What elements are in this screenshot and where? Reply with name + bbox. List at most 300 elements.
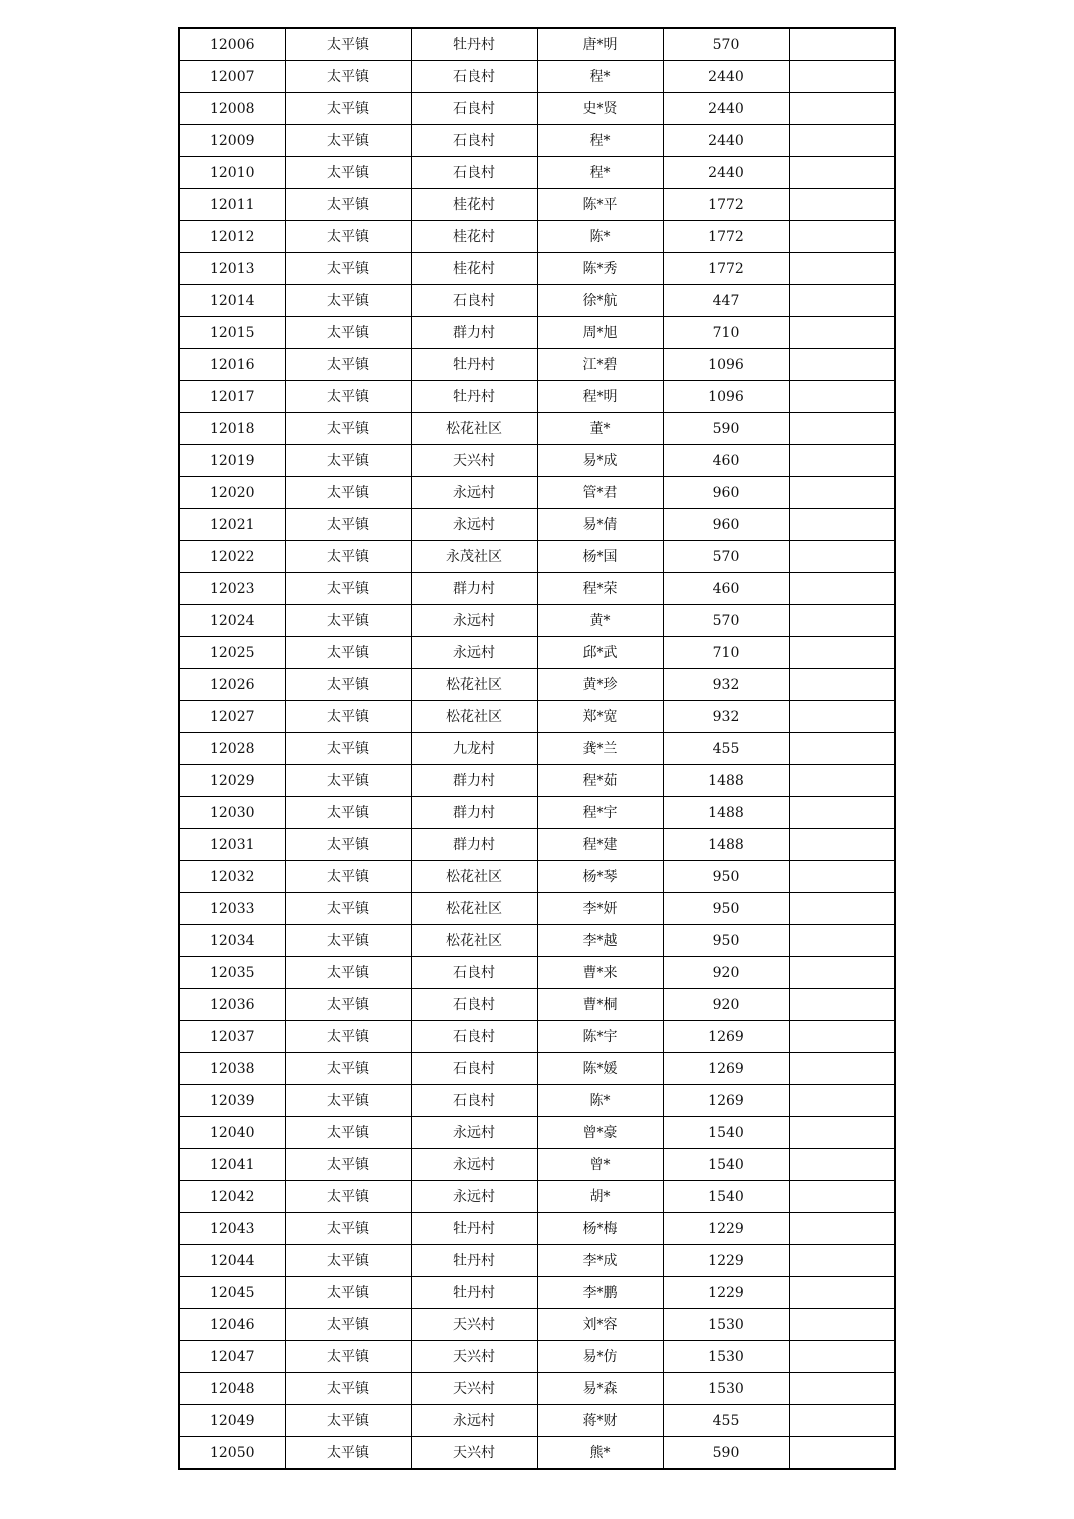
cell-town: 太平镇 xyxy=(285,317,411,349)
table-row xyxy=(179,1181,895,1213)
cell-town: 太平镇 xyxy=(285,733,411,765)
cell-amount: 570 xyxy=(663,605,789,637)
cell-village: 石良村 xyxy=(411,1085,537,1117)
cell-town: 太平镇 xyxy=(285,253,411,285)
cell-note xyxy=(789,1213,895,1245)
cell-id: 12021 xyxy=(179,509,285,541)
cell-town: 太平镇 xyxy=(285,765,411,797)
cell-id: 12034 xyxy=(179,925,285,957)
cell-name: 蒋*财 xyxy=(537,1405,663,1437)
table-row xyxy=(179,445,895,477)
table-row xyxy=(179,1341,895,1373)
cell-amount: 1772 xyxy=(663,189,789,221)
cell-name: 程*宇 xyxy=(537,797,663,829)
table-row xyxy=(179,28,895,61)
cell-note xyxy=(789,1149,895,1181)
table-row xyxy=(179,1021,895,1053)
cell-note xyxy=(789,1245,895,1277)
cell-name: 陈*秀 xyxy=(537,253,663,285)
cell-amount: 932 xyxy=(663,701,789,733)
cell-town: 太平镇 xyxy=(285,1085,411,1117)
cell-name: 杨*国 xyxy=(537,541,663,573)
cell-town: 太平镇 xyxy=(285,925,411,957)
cell-town: 太平镇 xyxy=(285,605,411,637)
cell-amount: 950 xyxy=(663,925,789,957)
cell-amount: 2440 xyxy=(663,93,789,125)
cell-town: 太平镇 xyxy=(285,701,411,733)
cell-name: 易*森 xyxy=(537,1373,663,1405)
table-row xyxy=(179,829,895,861)
cell-town: 太平镇 xyxy=(285,1149,411,1181)
cell-amount: 920 xyxy=(663,989,789,1021)
cell-id: 12014 xyxy=(179,285,285,317)
cell-id: 12050 xyxy=(179,1437,285,1470)
cell-amount: 710 xyxy=(663,317,789,349)
cell-village: 群力村 xyxy=(411,765,537,797)
cell-town: 太平镇 xyxy=(285,989,411,1021)
cell-town: 太平镇 xyxy=(285,637,411,669)
cell-village: 松花社区 xyxy=(411,701,537,733)
cell-amount: 1772 xyxy=(663,253,789,285)
table-row xyxy=(179,573,895,605)
table-row xyxy=(179,669,895,701)
cell-name: 李*成 xyxy=(537,1245,663,1277)
cell-id: 12030 xyxy=(179,797,285,829)
cell-amount: 1530 xyxy=(663,1373,789,1405)
table-row xyxy=(179,1213,895,1245)
table-row xyxy=(179,733,895,765)
table-row xyxy=(179,1405,895,1437)
cell-note xyxy=(789,317,895,349)
table-row xyxy=(179,957,895,989)
cell-note xyxy=(789,1053,895,1085)
cell-village: 永远村 xyxy=(411,1405,537,1437)
cell-village: 群力村 xyxy=(411,829,537,861)
cell-note xyxy=(789,861,895,893)
cell-name: 杨*梅 xyxy=(537,1213,663,1245)
cell-town: 太平镇 xyxy=(285,125,411,157)
data-table xyxy=(178,27,896,1470)
cell-village: 永远村 xyxy=(411,477,537,509)
table-row xyxy=(179,1373,895,1405)
cell-id: 12042 xyxy=(179,1181,285,1213)
cell-id: 12013 xyxy=(179,253,285,285)
cell-id: 12045 xyxy=(179,1277,285,1309)
cell-name: 李*越 xyxy=(537,925,663,957)
cell-amount: 950 xyxy=(663,861,789,893)
cell-village: 桂花村 xyxy=(411,221,537,253)
cell-village: 天兴村 xyxy=(411,1341,537,1373)
cell-name: 曾*豪 xyxy=(537,1117,663,1149)
cell-town: 太平镇 xyxy=(285,1341,411,1373)
cell-id: 12020 xyxy=(179,477,285,509)
cell-note xyxy=(789,477,895,509)
cell-name: 陈*媛 xyxy=(537,1053,663,1085)
cell-id: 12025 xyxy=(179,637,285,669)
cell-name: 唐*明 xyxy=(537,28,663,61)
cell-village: 天兴村 xyxy=(411,1437,537,1470)
cell-town: 太平镇 xyxy=(285,1213,411,1245)
cell-id: 12038 xyxy=(179,1053,285,1085)
cell-amount: 1772 xyxy=(663,221,789,253)
table-row xyxy=(179,477,895,509)
table-row xyxy=(179,1085,895,1117)
cell-id: 12018 xyxy=(179,413,285,445)
cell-village: 群力村 xyxy=(411,797,537,829)
cell-village: 永远村 xyxy=(411,1149,537,1181)
cell-note xyxy=(789,1341,895,1373)
cell-amount: 1488 xyxy=(663,765,789,797)
cell-name: 杨*琴 xyxy=(537,861,663,893)
table-row xyxy=(179,1117,895,1149)
cell-village: 松花社区 xyxy=(411,413,537,445)
cell-town: 太平镇 xyxy=(285,893,411,925)
table-row xyxy=(179,989,895,1021)
table-row xyxy=(179,125,895,157)
cell-id: 12028 xyxy=(179,733,285,765)
cell-name: 胡* xyxy=(537,1181,663,1213)
cell-id: 12040 xyxy=(179,1117,285,1149)
cell-town: 太平镇 xyxy=(285,1245,411,1277)
cell-note xyxy=(789,125,895,157)
cell-amount: 447 xyxy=(663,285,789,317)
cell-town: 太平镇 xyxy=(285,1309,411,1341)
cell-note xyxy=(789,605,895,637)
cell-amount: 590 xyxy=(663,1437,789,1470)
cell-id: 12049 xyxy=(179,1405,285,1437)
cell-note xyxy=(789,1181,895,1213)
table-row xyxy=(179,1277,895,1309)
cell-amount: 455 xyxy=(663,1405,789,1437)
cell-amount: 1269 xyxy=(663,1085,789,1117)
cell-amount: 1488 xyxy=(663,829,789,861)
cell-note xyxy=(789,893,895,925)
cell-note xyxy=(789,1277,895,1309)
table-body xyxy=(179,28,895,1469)
cell-note xyxy=(789,829,895,861)
cell-town: 太平镇 xyxy=(285,1117,411,1149)
cell-village: 石良村 xyxy=(411,285,537,317)
cell-name: 陈* xyxy=(537,1085,663,1117)
cell-amount: 1229 xyxy=(663,1277,789,1309)
cell-note xyxy=(789,1021,895,1053)
cell-note xyxy=(789,733,895,765)
cell-town: 太平镇 xyxy=(285,1437,411,1470)
cell-id: 12027 xyxy=(179,701,285,733)
cell-town: 太平镇 xyxy=(285,1277,411,1309)
cell-name: 曹*来 xyxy=(537,957,663,989)
cell-note xyxy=(789,157,895,189)
table-row xyxy=(179,541,895,573)
cell-id: 12009 xyxy=(179,125,285,157)
cell-note xyxy=(789,1437,895,1470)
cell-note xyxy=(789,541,895,573)
cell-note xyxy=(789,1309,895,1341)
cell-name: 程*明 xyxy=(537,381,663,413)
cell-village: 桂花村 xyxy=(411,253,537,285)
cell-village: 桂花村 xyxy=(411,189,537,221)
cell-note xyxy=(789,381,895,413)
cell-id: 12011 xyxy=(179,189,285,221)
cell-town: 太平镇 xyxy=(285,413,411,445)
cell-name: 陈*平 xyxy=(537,189,663,221)
cell-id: 12046 xyxy=(179,1309,285,1341)
cell-name: 程*建 xyxy=(537,829,663,861)
cell-village: 九龙村 xyxy=(411,733,537,765)
cell-note xyxy=(789,509,895,541)
cell-village: 天兴村 xyxy=(411,445,537,477)
cell-name: 董* xyxy=(537,413,663,445)
cell-name: 江*碧 xyxy=(537,349,663,381)
table-row xyxy=(179,61,895,93)
cell-name: 李*鹏 xyxy=(537,1277,663,1309)
cell-village: 群力村 xyxy=(411,317,537,349)
cell-id: 12015 xyxy=(179,317,285,349)
cell-village: 天兴村 xyxy=(411,1309,537,1341)
cell-amount: 1530 xyxy=(663,1309,789,1341)
cell-id: 12029 xyxy=(179,765,285,797)
cell-amount: 950 xyxy=(663,893,789,925)
cell-amount: 1269 xyxy=(663,1021,789,1053)
cell-name: 易*仿 xyxy=(537,1341,663,1373)
table-row xyxy=(179,605,895,637)
table-row xyxy=(179,93,895,125)
cell-id: 12006 xyxy=(179,28,285,61)
cell-amount: 570 xyxy=(663,28,789,61)
cell-note xyxy=(789,765,895,797)
cell-id: 12016 xyxy=(179,349,285,381)
cell-name: 刘*容 xyxy=(537,1309,663,1341)
cell-town: 太平镇 xyxy=(285,477,411,509)
table-row xyxy=(179,221,895,253)
cell-name: 熊* xyxy=(537,1437,663,1470)
cell-town: 太平镇 xyxy=(285,445,411,477)
cell-name: 管*君 xyxy=(537,477,663,509)
cell-note xyxy=(789,957,895,989)
cell-id: 12044 xyxy=(179,1245,285,1277)
cell-note xyxy=(789,285,895,317)
cell-village: 牡丹村 xyxy=(411,1213,537,1245)
cell-id: 12033 xyxy=(179,893,285,925)
cell-village: 松花社区 xyxy=(411,861,537,893)
cell-name: 黄* xyxy=(537,605,663,637)
cell-amount: 2440 xyxy=(663,61,789,93)
cell-name: 徐*航 xyxy=(537,285,663,317)
cell-amount: 1540 xyxy=(663,1117,789,1149)
cell-town: 太平镇 xyxy=(285,221,411,253)
cell-note xyxy=(789,413,895,445)
cell-note xyxy=(789,93,895,125)
cell-note xyxy=(789,253,895,285)
table-row xyxy=(179,893,895,925)
cell-id: 12035 xyxy=(179,957,285,989)
cell-village: 牡丹村 xyxy=(411,1277,537,1309)
table-row xyxy=(179,637,895,669)
cell-town: 太平镇 xyxy=(285,509,411,541)
cell-note xyxy=(789,701,895,733)
cell-note xyxy=(789,189,895,221)
cell-id: 12043 xyxy=(179,1213,285,1245)
cell-note xyxy=(789,1117,895,1149)
cell-amount: 2440 xyxy=(663,157,789,189)
cell-village: 牡丹村 xyxy=(411,349,537,381)
cell-note xyxy=(789,637,895,669)
cell-town: 太平镇 xyxy=(285,1053,411,1085)
table-row xyxy=(179,765,895,797)
cell-town: 太平镇 xyxy=(285,797,411,829)
cell-name: 李*妍 xyxy=(537,893,663,925)
cell-id: 12008 xyxy=(179,93,285,125)
cell-id: 12048 xyxy=(179,1373,285,1405)
table-row xyxy=(179,925,895,957)
cell-name: 程* xyxy=(537,61,663,93)
cell-note xyxy=(789,1085,895,1117)
cell-town: 太平镇 xyxy=(285,573,411,605)
cell-amount: 2440 xyxy=(663,125,789,157)
cell-name: 陈*宇 xyxy=(537,1021,663,1053)
cell-note xyxy=(789,445,895,477)
cell-amount: 455 xyxy=(663,733,789,765)
cell-note xyxy=(789,669,895,701)
cell-town: 太平镇 xyxy=(285,829,411,861)
cell-village: 石良村 xyxy=(411,989,537,1021)
cell-town: 太平镇 xyxy=(285,861,411,893)
cell-name: 程*茹 xyxy=(537,765,663,797)
table-row xyxy=(179,701,895,733)
cell-village: 永茂社区 xyxy=(411,541,537,573)
cell-name: 龚*兰 xyxy=(537,733,663,765)
cell-id: 12039 xyxy=(179,1085,285,1117)
cell-town: 太平镇 xyxy=(285,157,411,189)
table-row xyxy=(179,157,895,189)
cell-town: 太平镇 xyxy=(285,1021,411,1053)
cell-name: 陈* xyxy=(537,221,663,253)
cell-village: 牡丹村 xyxy=(411,28,537,61)
table-row xyxy=(179,1053,895,1085)
cell-name: 易*成 xyxy=(537,445,663,477)
cell-village: 松花社区 xyxy=(411,893,537,925)
table-row xyxy=(179,1309,895,1341)
cell-id: 12007 xyxy=(179,61,285,93)
cell-amount: 1540 xyxy=(663,1149,789,1181)
cell-id: 12036 xyxy=(179,989,285,1021)
cell-town: 太平镇 xyxy=(285,189,411,221)
cell-village: 永远村 xyxy=(411,1181,537,1213)
cell-name: 曾* xyxy=(537,1149,663,1181)
cell-id: 12037 xyxy=(179,1021,285,1053)
cell-village: 永远村 xyxy=(411,605,537,637)
cell-note xyxy=(789,573,895,605)
cell-id: 12010 xyxy=(179,157,285,189)
cell-note xyxy=(789,989,895,1021)
cell-id: 12024 xyxy=(179,605,285,637)
table-row xyxy=(179,861,895,893)
cell-note xyxy=(789,221,895,253)
cell-town: 太平镇 xyxy=(285,1405,411,1437)
table-row xyxy=(179,189,895,221)
cell-town: 太平镇 xyxy=(285,93,411,125)
cell-amount: 1540 xyxy=(663,1181,789,1213)
cell-amount: 590 xyxy=(663,413,789,445)
table-row xyxy=(179,253,895,285)
table-row xyxy=(179,413,895,445)
cell-note xyxy=(789,28,895,61)
cell-town: 太平镇 xyxy=(285,61,411,93)
table-row xyxy=(179,285,895,317)
cell-note xyxy=(789,1405,895,1437)
cell-id: 12026 xyxy=(179,669,285,701)
cell-town: 太平镇 xyxy=(285,1373,411,1405)
cell-amount: 460 xyxy=(663,573,789,605)
cell-amount: 1096 xyxy=(663,349,789,381)
table-row xyxy=(179,1437,895,1470)
table-row xyxy=(179,509,895,541)
cell-amount: 960 xyxy=(663,477,789,509)
cell-amount: 460 xyxy=(663,445,789,477)
cell-amount: 1269 xyxy=(663,1053,789,1085)
cell-town: 太平镇 xyxy=(285,669,411,701)
cell-name: 周*旭 xyxy=(537,317,663,349)
table-row xyxy=(179,1149,895,1181)
cell-id: 12032 xyxy=(179,861,285,893)
cell-town: 太平镇 xyxy=(285,381,411,413)
cell-amount: 570 xyxy=(663,541,789,573)
cell-village: 永远村 xyxy=(411,1117,537,1149)
cell-village: 石良村 xyxy=(411,157,537,189)
cell-town: 太平镇 xyxy=(285,28,411,61)
cell-name: 郑*宽 xyxy=(537,701,663,733)
cell-id: 12019 xyxy=(179,445,285,477)
cell-id: 12012 xyxy=(179,221,285,253)
cell-note xyxy=(789,61,895,93)
table-row xyxy=(179,349,895,381)
cell-name: 程* xyxy=(537,157,663,189)
cell-village: 永远村 xyxy=(411,509,537,541)
cell-village: 天兴村 xyxy=(411,1373,537,1405)
table-row xyxy=(179,797,895,829)
cell-amount: 1229 xyxy=(663,1245,789,1277)
cell-name: 程* xyxy=(537,125,663,157)
cell-amount: 920 xyxy=(663,957,789,989)
cell-name: 曹*桐 xyxy=(537,989,663,1021)
cell-village: 牡丹村 xyxy=(411,381,537,413)
cell-village: 石良村 xyxy=(411,125,537,157)
cell-village: 石良村 xyxy=(411,1021,537,1053)
cell-village: 石良村 xyxy=(411,61,537,93)
cell-amount: 960 xyxy=(663,509,789,541)
cell-village: 石良村 xyxy=(411,957,537,989)
cell-town: 太平镇 xyxy=(285,957,411,989)
cell-amount: 1488 xyxy=(663,797,789,829)
cell-town: 太平镇 xyxy=(285,349,411,381)
cell-id: 12017 xyxy=(179,381,285,413)
cell-name: 易*倩 xyxy=(537,509,663,541)
cell-village: 石良村 xyxy=(411,1053,537,1085)
cell-village: 牡丹村 xyxy=(411,1245,537,1277)
cell-amount: 1229 xyxy=(663,1213,789,1245)
cell-name: 史*贤 xyxy=(537,93,663,125)
cell-id: 12047 xyxy=(179,1341,285,1373)
cell-amount: 1096 xyxy=(663,381,789,413)
cell-amount: 932 xyxy=(663,669,789,701)
cell-id: 12023 xyxy=(179,573,285,605)
cell-village: 群力村 xyxy=(411,573,537,605)
cell-id: 12031 xyxy=(179,829,285,861)
cell-village: 永远村 xyxy=(411,637,537,669)
cell-note xyxy=(789,925,895,957)
table-row xyxy=(179,317,895,349)
cell-name: 黄*珍 xyxy=(537,669,663,701)
